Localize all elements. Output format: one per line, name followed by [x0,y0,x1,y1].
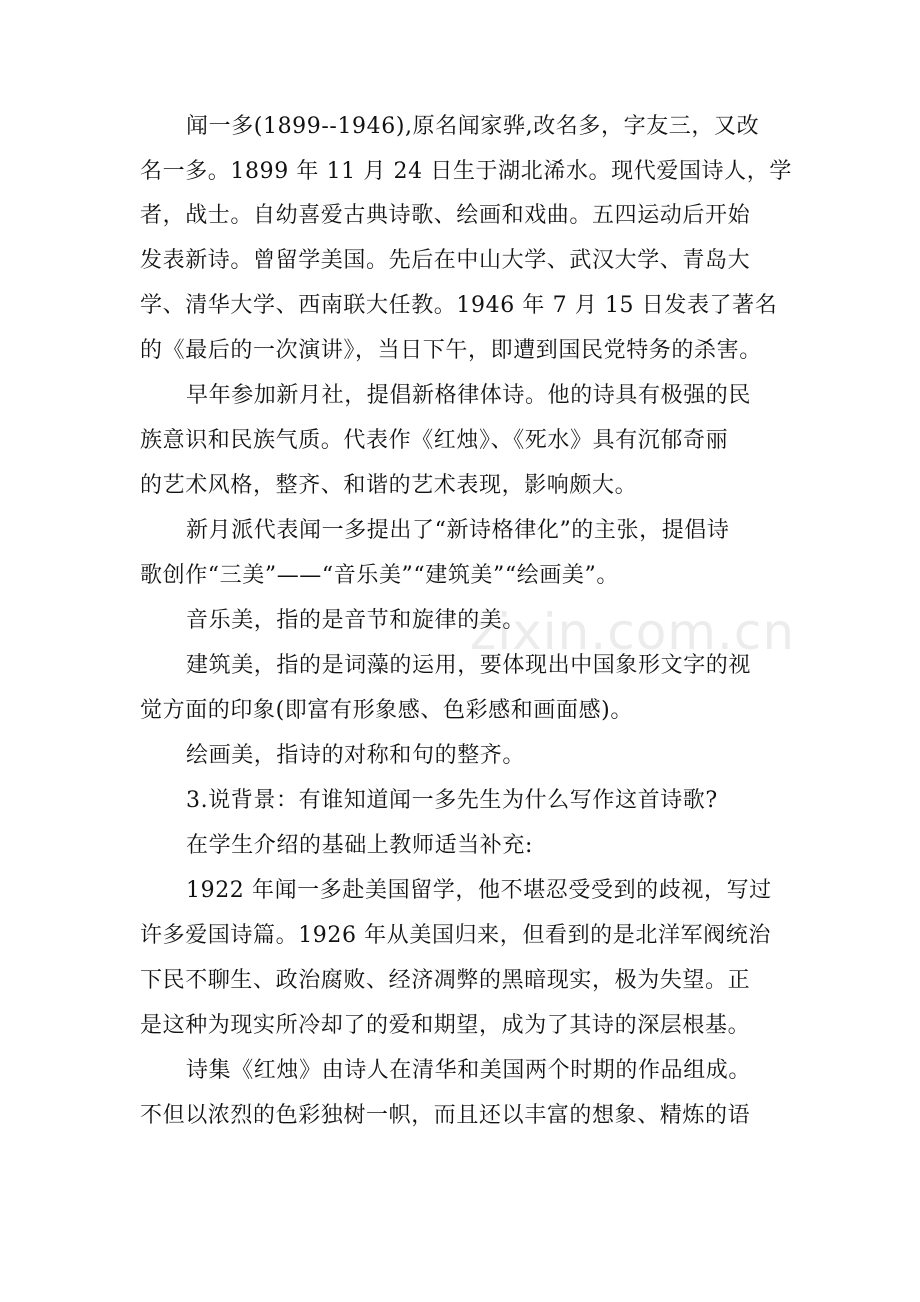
text-line: 绘画美，指诗的对称和句的整齐。 [186,743,526,768]
text-line: 3.说背景：有谁知道闻一多先生为什么写作这首诗歌? [186,788,718,813]
text-line: 的艺术风格，整齐、和谐的艺术表现，影响颇大。 [140,473,638,498]
text-line: 学、清华大学、西南联大任教。1946 年 7 月 15 日发表了著名 [140,293,778,318]
text-line: 发表新诗。曾留学美国。先后在中山大学、武汉大学、青岛大 [140,248,751,273]
text-line: 者，战士。自幼喜爱古典诗歌、绘画和戏曲。五四运动后开始 [140,203,751,228]
text-line: 新月派代表闻一多提出了“新诗格律化”的主张，提倡诗 [186,518,730,543]
text-line: 建筑美，指的是词藻的运用，要体现出中国象形文字的视 [186,653,752,678]
watermark: zixin.com.cn [470,603,796,661]
text-line: 许多爱国诗篇。1926 年从美国归来，但看到的是北洋军阀统治 [140,923,771,948]
text-line: 音乐美，指的是音节和旋律的美。 [186,608,526,633]
text-line: 的《最后的一次演讲》，当日下午，即遭到国民党特务的杀害。 [140,338,762,363]
text-line: 早年参加新月社，提倡新格律体诗。他的诗具有极强的民 [186,383,752,408]
text-line: 闻一多(1899--1946),原名闻家骅,改名多，字友三，又改 [186,114,760,139]
text-line: 不但以浓烈的色彩独树一帜，而且还以丰富的想象、精炼的语 [140,1103,751,1128]
text-line: 在学生介绍的基础上教师适当补充: [186,833,534,858]
text-line: 觉方面的印象(即富有形象感、色彩感和画面感)。 [140,698,633,723]
text-line: 族意识和民族气质。代表作《红烛》、《死水》具有沉郁奇丽 [140,428,729,453]
text-line: 歌创作“三美”——“音乐美”“建筑美”“绘画美”。 [140,563,619,588]
text-line: 诗集《红烛》由诗人在清华和美国两个时期的作品组成。 [186,1058,752,1083]
text-line: 名一多。1899 年 11 月 24 日生于湖北浠水。现代爱国诗人，学 [140,159,792,184]
text-line: 下民不聊生、政治腐败、经济凋弊的黑暗现实，极为失望。正 [140,968,751,993]
text-line: 1922 年闻一多赴美国留学，他不堪忍受受到的歧视，写过 [186,878,772,903]
text-line: 是这种为现实所冷却了的爱和期望，成为了其诗的深层根基。 [140,1013,751,1038]
